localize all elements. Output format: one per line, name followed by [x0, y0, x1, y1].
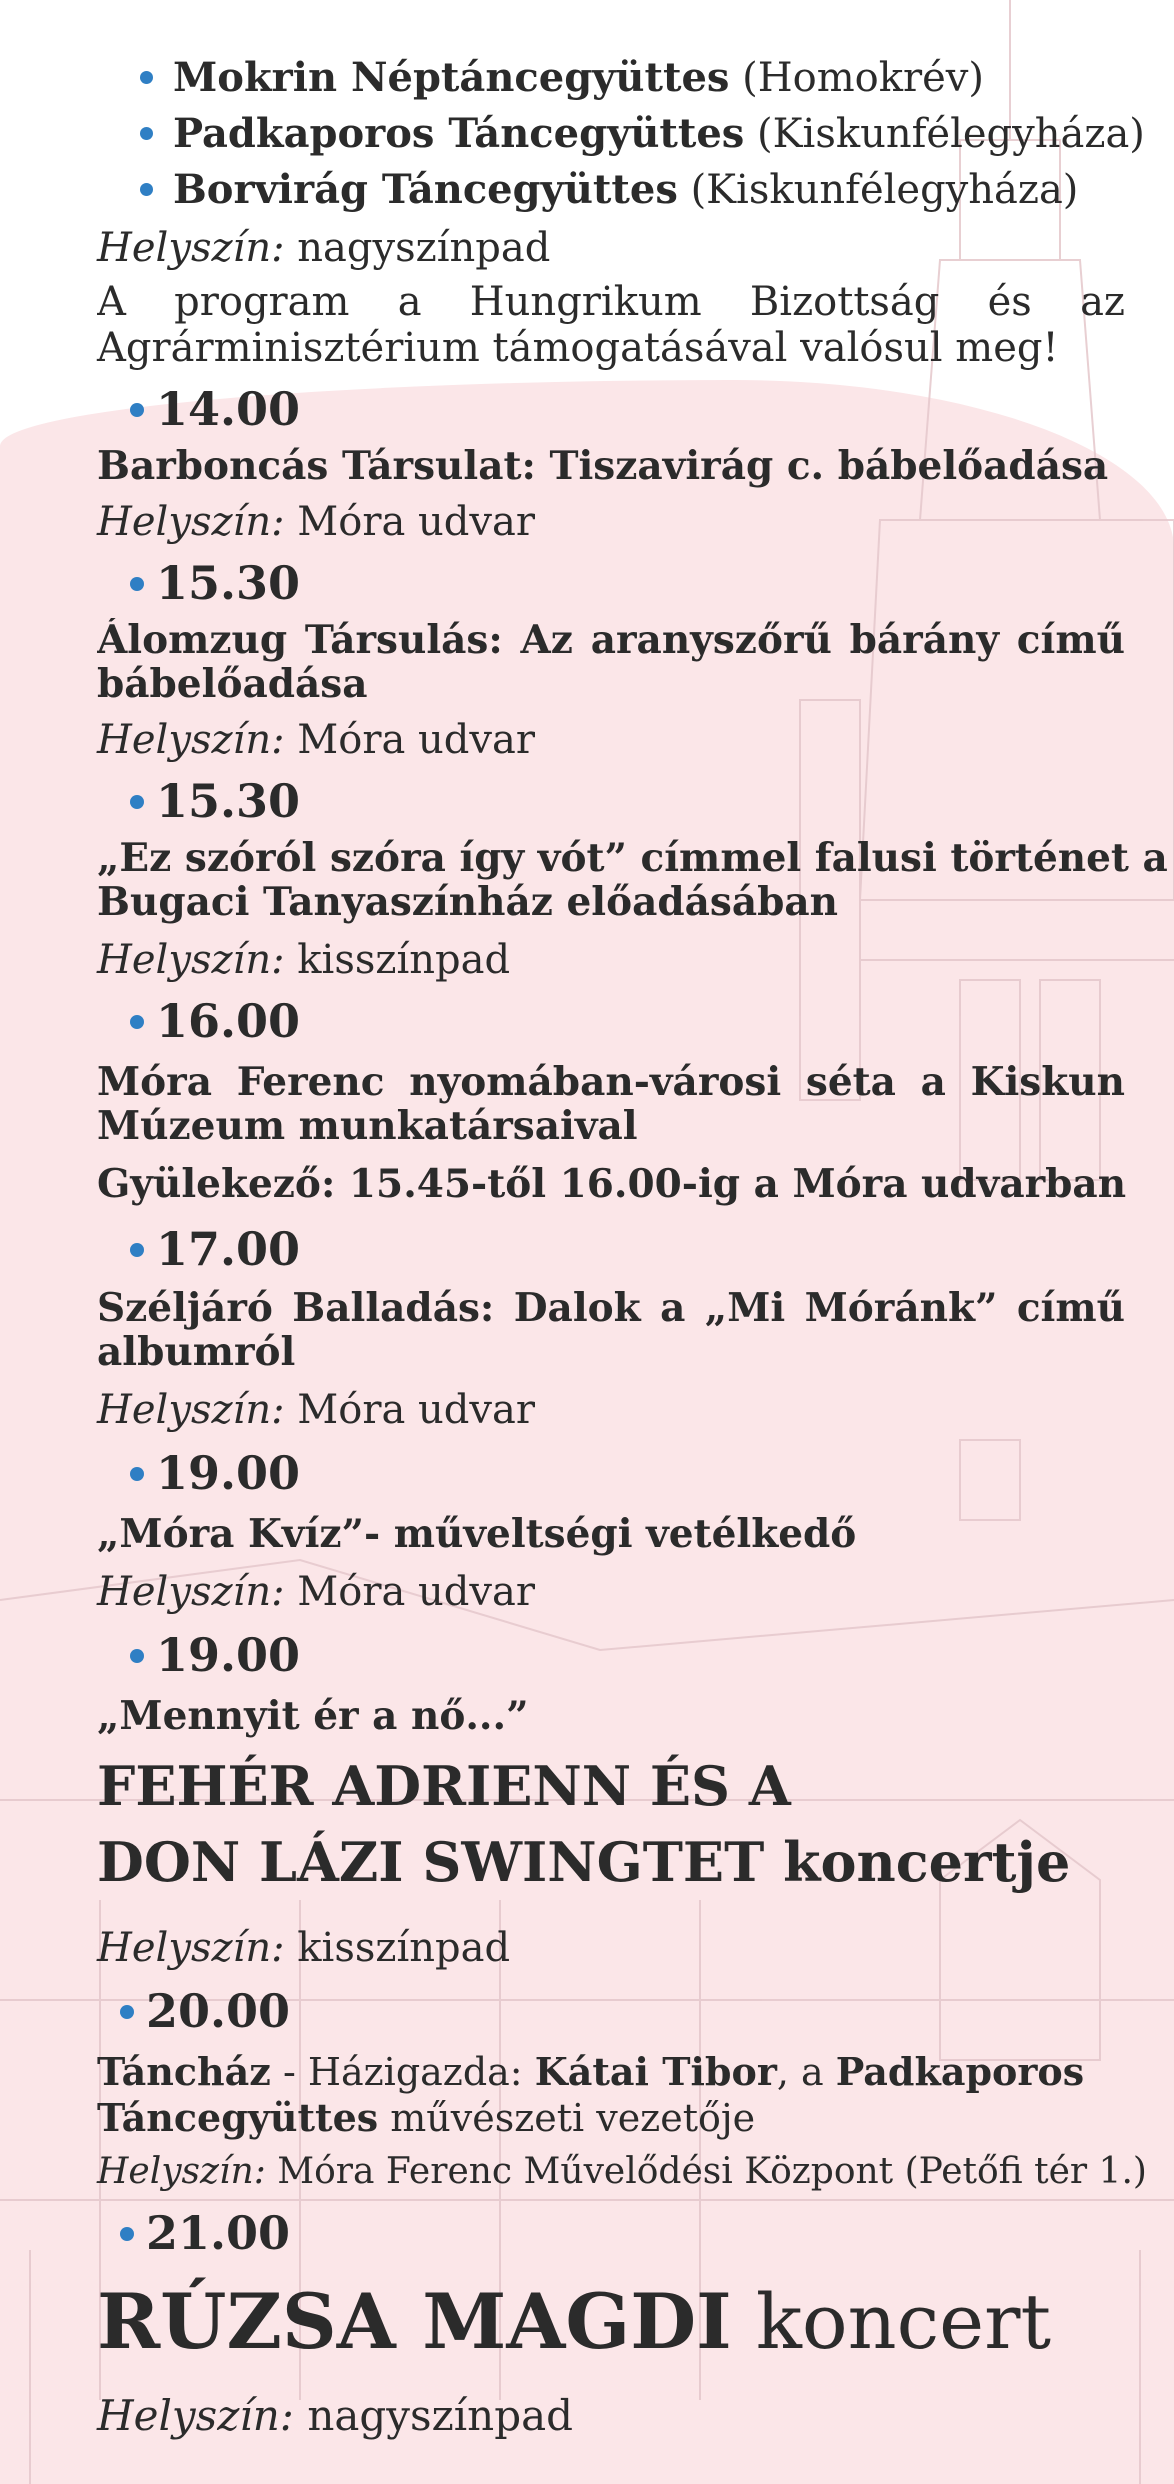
support-note-line-2: Agrárminisztérium támogatásával valósul meg! — [97, 325, 1059, 371]
event-time: 20.00 — [120, 1984, 290, 2038]
bullet-icon — [140, 127, 153, 140]
ensemble-item: Mokrin Néptáncegyüttes (Homokrév) — [140, 54, 984, 102]
location-line: Helyszín: Móra udvar — [97, 717, 535, 763]
ensemble-item: Borvirág Táncegyüttes (Kiskunfélegyháza) — [140, 166, 1078, 214]
event-title: Álomzug Társulás: Az aranyszőrű bárány című — [97, 618, 1125, 663]
headliner-title: RÚZSA MAGDI koncert — [97, 2277, 1052, 2366]
support-note-line-1: A program a Hungrikum Bizottság és az — [97, 279, 1125, 325]
event-title-cont: Múzeum munkatársaival — [97, 1103, 638, 1149]
event-title-cont: Táncegyüttes művészeti vezetője — [97, 2095, 756, 2140]
event-time: 19.00 — [130, 1446, 300, 1500]
event-title: Széljáró Balladás: Dalok a „Mi Móránk” című — [97, 1286, 1125, 1331]
bullet-icon — [130, 795, 144, 809]
bullet-icon — [130, 577, 144, 591]
event-title: Táncház - Házigazda: Kátai Tibor, a Padkaporos — [97, 2049, 1085, 2094]
event-title-cont: bábelőadása — [97, 661, 368, 707]
bullet-icon — [130, 403, 144, 417]
location-line: Helyszín: Móra Ferenc Művelődési Központ (Petőfi tér 1.) — [97, 2151, 1147, 2192]
bullet-icon — [130, 1243, 144, 1257]
event-title-cont: albumról — [97, 1329, 296, 1375]
event-title: „Mennyit ér a nő...” — [97, 1693, 529, 1739]
ensemble-item: Padkaporos Táncegyüttes (Kiskunfélegyháza) — [140, 110, 1145, 158]
bullet-icon — [130, 1015, 144, 1029]
bullet-icon — [140, 183, 153, 196]
bullet-icon — [120, 2005, 134, 2019]
headliner-line-2: DON LÁZI SWINGTET koncertje — [97, 1830, 1071, 1894]
event-title: Barboncás Társulat: Tiszavirág c. bábelőadása — [97, 443, 1109, 489]
event-title-cont: Bugaci Tanyaszínház előadásában — [97, 879, 839, 925]
event-time: 15.30 — [130, 556, 300, 610]
headliner-line-1: FEHÉR ADRIENN ÉS A — [97, 1754, 791, 1818]
bullet-icon — [120, 2227, 134, 2241]
meeting-point: Gyülekező: 15.45-től 16.00-ig a Móra udvarban — [97, 1161, 1127, 1207]
bullet-icon — [130, 1467, 144, 1481]
event-time: 17.00 — [130, 1222, 300, 1276]
bullet-icon — [130, 1649, 144, 1663]
event-time: 14.00 — [130, 382, 300, 436]
location-line: Helyszín: kisszínpad — [97, 1925, 511, 1971]
event-time: 19.00 — [130, 1628, 300, 1682]
event-title: Móra Ferenc nyomában-városi séta a Kiskun — [97, 1060, 1125, 1105]
location-line: Helyszín: Móra udvar — [97, 1387, 535, 1433]
event-title: „Ez szóról szóra így vót” címmel falusi történet a — [97, 835, 1168, 881]
location-line: Helyszín: kisszínpad — [97, 937, 511, 983]
bullet-icon — [140, 71, 153, 84]
location-line: Helyszín: nagyszínpad — [97, 2391, 574, 2440]
event-title: „Móra Kvíz”- műveltségi vetélkedő — [97, 1511, 857, 1557]
event-time: 15.30 — [130, 774, 300, 828]
event-time: 21.00 — [120, 2206, 290, 2260]
location-line: Helyszín: nagyszínpad — [97, 225, 551, 271]
location-line: Helyszín: Móra udvar — [97, 1569, 535, 1615]
location-line: Helyszín: Móra udvar — [97, 499, 535, 545]
event-time: 16.00 — [130, 994, 300, 1048]
